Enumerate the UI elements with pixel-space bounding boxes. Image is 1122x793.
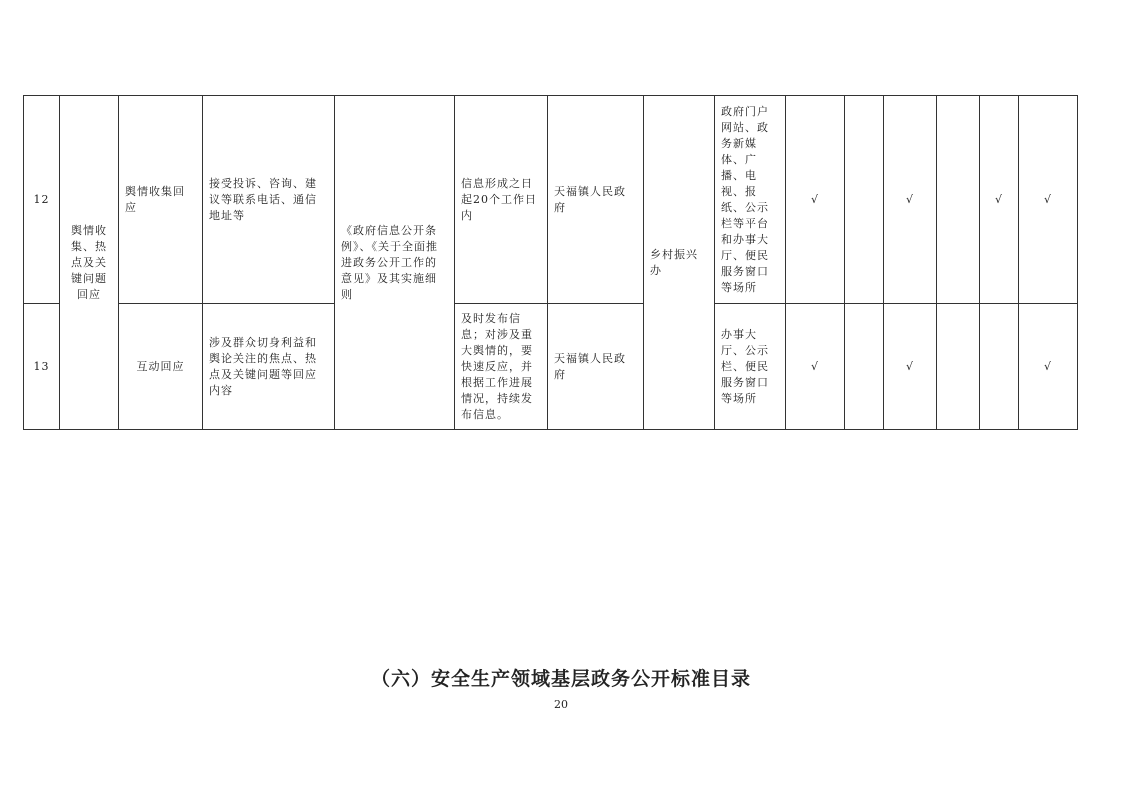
department-cell: 乡村振兴办 <box>644 96 715 430</box>
check-mark: √ <box>786 96 845 304</box>
row-number: 12 <box>24 96 60 304</box>
basis-cell: 《政府信息公开条例》、《关于全面推进政务公开工作的意见》及其实施细则 <box>335 96 455 430</box>
table-row <box>24 304 1078 430</box>
row-number: 13 <box>24 304 60 430</box>
check-mark: √ <box>884 304 937 430</box>
section-heading: （六）安全生产领域基层政务公开标准目录 <box>370 668 751 690</box>
check-mark: √ <box>1019 96 1078 304</box>
channel-cell: 政府门户网站、政务新媒体、广播、电视、报纸、公示栏等平台和办事大厅、便民服务窗口等场所 <box>715 96 786 304</box>
subject-cell: 天福镇人民政府 <box>548 304 644 430</box>
check-mark <box>980 304 1019 430</box>
item-cell: 舆情收集回应 <box>119 96 203 304</box>
check-mark: √ <box>786 304 845 430</box>
check-mark <box>937 96 980 304</box>
check-mark <box>937 304 980 430</box>
page-number: 20 <box>554 698 568 711</box>
content-cell: 涉及群众切身利益和舆论关注的焦点、热点及关键问题等回应内容 <box>203 304 335 430</box>
content-cell: 接受投诉、咨询、建议等联系电话、通信地址等 <box>203 96 335 304</box>
time-cell: 信息形成之日起20个工作日内 <box>455 96 548 304</box>
check-mark: √ <box>884 96 937 304</box>
check-mark <box>845 304 884 430</box>
channel-cell: 办事大厅、公示栏、便民服务窗口等场所 <box>715 304 786 430</box>
check-mark: √ <box>980 96 1019 304</box>
check-mark <box>845 96 884 304</box>
catalog-table <box>23 95 1078 430</box>
table-row <box>24 96 1078 304</box>
subject-cell: 天福镇人民政府 <box>548 96 644 304</box>
check-mark: √ <box>1019 304 1078 430</box>
item-cell: 互动回应 <box>119 304 203 430</box>
category-cell: 舆情收集、热点及关键问题回应 <box>60 96 119 430</box>
time-cell: 及时发布信息；对涉及重大舆情的，要快速反应，并根据工作进展情况，持续发布信息。 <box>455 304 548 430</box>
